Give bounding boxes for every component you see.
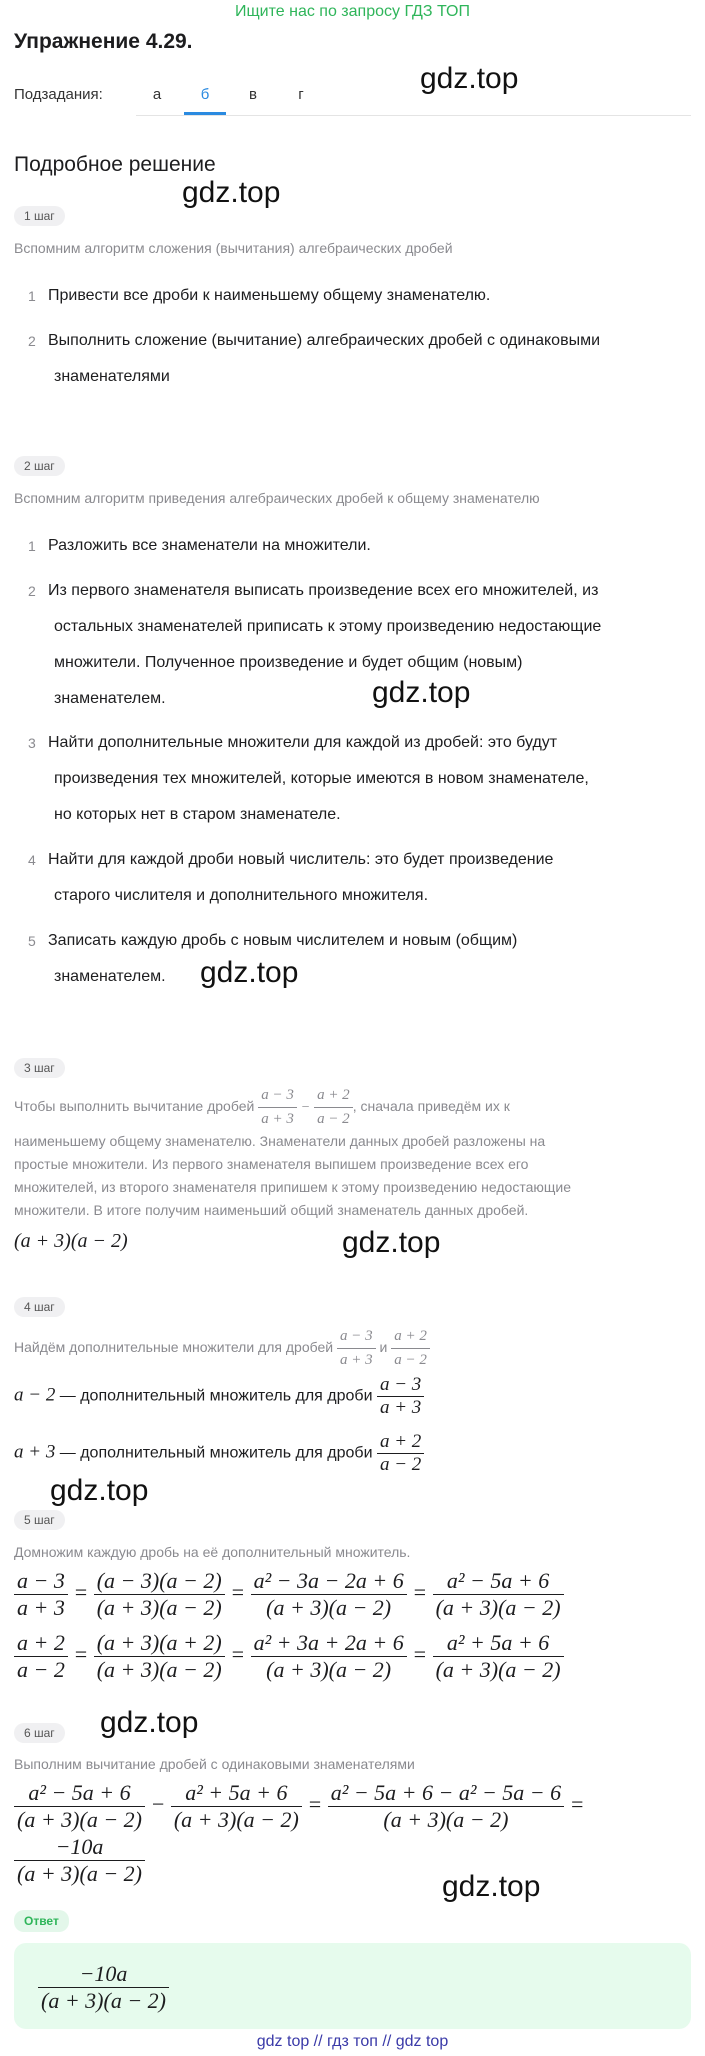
subtask-tabs [136, 80, 691, 116]
watermark: gdz.top [200, 956, 299, 989]
list-item: Разложить все знаменатели на множители. [48, 537, 371, 554]
footer-links[interactable]: gdz top // гдз топ // gdz top [256, 2033, 449, 2050]
equation: $\frac{\text{a² − 5a + 6}}{(a + 3)(a - 2)}$ − $\frac{\text{a² + 5a + 6}}{(a + 3)(a - 2)}$ = $\frac{\text{a² − 5a + 6 − a² − 5a − 6}}{(a + 3)(a - 2)}$ = [14, 1780, 585, 1833]
list-item: знаменателями [54, 368, 170, 385]
tab-v[interactable]: в [249, 86, 257, 103]
list-number: 1 [28, 538, 36, 554]
list-item: но которых нет в старом знаменателе. [54, 806, 341, 823]
list-item: Записать каждую дробь с новым числителем и новым (общим) [48, 932, 518, 949]
equation: $\frac{a + 2}{a - 2}$ = $\frac{(a + 3)(a + 2)}{(a + 3)(a - 2)}$ = $\frac{\text{a² + 3a + 2a + 6}}{(a + 3)(a - 2)}$ = $\frac{\text{a² + 5a + 6}}{(a + 3)(a - 2)}$ [14, 1630, 564, 1683]
step-hint: Домножим каждую дробь на её дополнительный множитель. [14, 1544, 411, 1560]
watermark: gdz.top [372, 676, 471, 709]
step-text-line: множители. В итоге получим наименьший общий знаменатель данных дробей. [14, 1202, 529, 1218]
list-item: Найти для каждой дроби новый числитель: это будет произведение [48, 851, 554, 868]
step-text: Чтобы выполнить вычитание дробей $\frac{a - 3}{a + 3}$ − $\frac{a + 2}{a - 2}$ , сначала приведём их к [14, 1084, 704, 1131]
solution-heading: Подробное решение [14, 153, 216, 176]
list-number: 1 [28, 288, 36, 304]
list-item: Из первого знаменателя выписать произведение всех его множителей, из [48, 582, 599, 599]
step-badge: 2 шаг [14, 456, 65, 476]
list-number: 5 [28, 933, 36, 949]
list-item: старого числителя и дополнительного множителя. [54, 887, 429, 904]
step-hint: Вспомним алгоритм сложения (вычитания) алгебраических дробей [14, 240, 453, 256]
answer-badge: Ответ [14, 1910, 69, 1932]
list-item: множители. Полученное произведение и будет общим (новым) [54, 654, 523, 671]
step-text-line: наименьшему общему знаменателю. Знаменатели данных дробей разложены на [14, 1133, 546, 1149]
list-number: 2 [28, 583, 36, 599]
step-badge: 1 шаг [14, 206, 65, 226]
factor-row: a + 3 — дополнительный множитель для дроби $\frac{a + 2}{a - 2}$ [14, 1431, 424, 1476]
page-title: Упражнение 4.29. [14, 30, 193, 53]
factor-row: a − 2 — дополнительный множитель для дроби $\frac{a - 3}{a + 3}$ [14, 1374, 424, 1419]
top-banner[interactable]: Ищите нас по запросу ГДЗ ТОП [235, 3, 470, 20]
answer-fraction: $\frac{-10a}{(a + 3)(a - 2)}$ [38, 1961, 169, 2014]
common-denominator: (a + 3)(a − 2) [14, 1230, 128, 1252]
step-badge: 4 шаг [14, 1297, 65, 1317]
step-badge: 3 шаг [14, 1058, 65, 1078]
fraction: $\frac{a + 2}{a - 2}$ [314, 1084, 353, 1131]
list-item: Привести все дроби к наименьшему общему знаменателю. [48, 287, 491, 304]
watermark: gdz.top [100, 1706, 199, 1739]
list-number: 4 [28, 852, 36, 868]
subtasks-label: Подзадания: [14, 86, 103, 103]
step-badge: 5 шаг [14, 1510, 65, 1530]
answer-box [14, 1943, 691, 2029]
fraction: $\frac{a - 3}{a + 3}$ [337, 1325, 376, 1372]
list-item: знаменателем. [54, 968, 166, 985]
tab-a[interactable]: а [152, 86, 162, 103]
list-item: остальных знаменателей приписать к этому произведению недостающие [54, 618, 602, 635]
equation: $\frac{-10a}{(a + 3)(a - 2)}$ [14, 1834, 145, 1887]
active-tab-indicator [184, 112, 226, 115]
list-number: 3 [28, 735, 36, 751]
step-text-line: простые множители. Из первого знаменателя выпишем произведение всех его [14, 1156, 529, 1172]
step-hint: Выполним вычитание дробей с одинаковыми знаменателями [14, 1756, 415, 1772]
step-text: Найдём дополнительные множители для дробей $\frac{a - 3}{a + 3}$ и $\frac{a + 2}{a - 2}$ [14, 1325, 704, 1372]
fraction: $\frac{a + 2}{a - 2}$ [391, 1325, 430, 1372]
fraction: $\frac{a - 3}{a + 3}$ [377, 1374, 424, 1419]
tab-g[interactable]: г [298, 86, 304, 103]
list-item: знаменателем. [54, 690, 166, 707]
watermark: gdz.top [342, 1226, 441, 1259]
list-number: 2 [28, 333, 36, 349]
equation: $\frac{a - 3}{a + 3}$ = $\frac{(a - 3)(a - 2)}{(a + 3)(a - 2)}$ = $\frac{\text{a² − 3a − 2a + 6}}{(a + 3)(a - 2)}$ = $\frac{\text{a² − 5a + 6}}{(a + 3)(a - 2)}$ [14, 1568, 564, 1621]
fraction: $\frac{a - 3}{a + 3}$ [258, 1084, 297, 1131]
watermark: gdz.top [442, 1870, 541, 1903]
step-text-part: , сначала приведём их к [352, 1098, 510, 1115]
step-text-line: множителей, из второго знаменателя припишем к этому произведению недостающие [14, 1179, 571, 1195]
step-badge: 6 шаг [14, 1723, 65, 1743]
list-item: Выполнить сложение (вычитание) алгебраических дробей с одинаковыми [48, 332, 601, 349]
list-item: произведения тех множителей, которые имеются в новом знаменателе, [54, 770, 589, 787]
step-text-part: Чтобы выполнить вычитание дробей [14, 1098, 255, 1115]
list-item: Найти дополнительные множители для каждой из дробей: это будут [48, 734, 558, 751]
watermark: gdz.top [50, 1474, 149, 1507]
watermark: gdz.top [182, 176, 281, 209]
watermark: gdz.top [420, 62, 519, 95]
tab-b[interactable]: б [200, 86, 210, 103]
fraction: $\frac{a + 2}{a - 2}$ [377, 1431, 424, 1476]
step-hint: Вспомним алгоритм приведения алгебраических дробей к общему знаменателю [14, 490, 540, 506]
